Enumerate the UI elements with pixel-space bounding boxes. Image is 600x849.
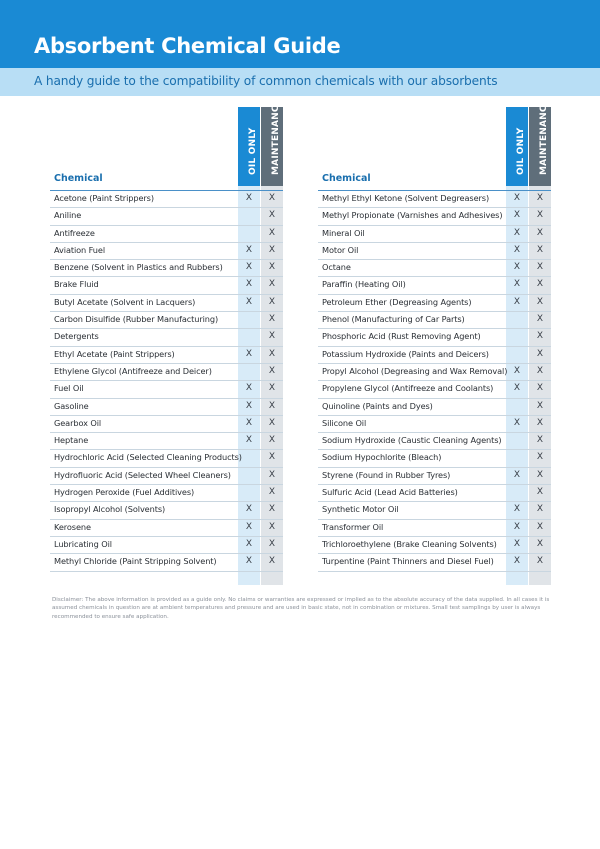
- disclaimer-text: Disclaimer: The above information is provided as a guide only. No claims or warranties are expressed or implied as to the absolute accuracy of the data supplied. In all cases it is assumed chemicals in question are at ambient temperatures and pressure and are used in basic state, not in combination or mixtures. Small test samplings by user is always recommended to ensure safe application.: [52, 597, 550, 620]
- chemical-name: Phenol (Manufacturing of Car Parts): [322, 314, 465, 325]
- table-row: [318, 381, 551, 398]
- chemical-name: Hydrofluoric Acid (Selected Wheel Cleaners): [54, 469, 231, 480]
- chemical-name: Motor Oil: [322, 244, 359, 255]
- table-row: [318, 520, 551, 537]
- oil-only-mark: X: [513, 521, 521, 532]
- table-row: [318, 347, 551, 364]
- table-row: [318, 208, 551, 225]
- table-row: [50, 260, 283, 277]
- table-row: [50, 381, 283, 398]
- oil-only-mark: X: [245, 348, 253, 359]
- oil-only-mark: X: [513, 469, 521, 480]
- chemical-name: Aviation Fuel: [54, 244, 106, 255]
- oil-only-mark: X: [513, 262, 521, 273]
- chemical-name: Methyl Ethyl Ketone (Solvent Degreasers): [322, 193, 490, 203]
- chemical-name: Ethyl Acetate (Paint Strippers): [54, 348, 175, 359]
- table-row: [50, 433, 283, 450]
- maintenance-mark: X: [268, 210, 276, 221]
- chemical-name: Heptane: [54, 435, 89, 446]
- chemical-name: Quinoline (Paints and Dyes): [322, 400, 433, 411]
- oil-only-header-label: OIL ONLY: [248, 127, 258, 175]
- chemical-name: Mineral Oil: [322, 227, 365, 238]
- maintenance-mark: X: [268, 348, 276, 359]
- chemical-name: Sulfuric Acid (Lead Acid Batteries): [322, 487, 458, 498]
- oil-only-header: [238, 107, 260, 186]
- maintenance-mark: X: [536, 279, 544, 290]
- table-row: [318, 277, 551, 294]
- chemical-name: Gasoline: [54, 400, 89, 411]
- table-row: [50, 520, 283, 537]
- maintenance-mark: X: [536, 331, 544, 342]
- table-row: [318, 191, 551, 208]
- maintenance-mark: X: [536, 365, 544, 376]
- chemical-name: Petroleum Ether (Degreasing Agents): [322, 296, 472, 307]
- subtitle-bar: [0, 68, 600, 96]
- table-row: [318, 433, 551, 450]
- maintenance-mark: X: [536, 193, 544, 203]
- chemical-name: Propylene Glycol (Antifreeze and Coolants): [322, 383, 494, 394]
- chemical-name: Silicone Oil: [322, 417, 367, 428]
- maintenance-mark: X: [536, 348, 544, 359]
- table-row: [318, 468, 551, 485]
- table-row: [318, 226, 551, 243]
- maintenance-mark: X: [268, 452, 276, 463]
- table-row: [318, 243, 551, 260]
- maintenance-mark: X: [268, 193, 276, 203]
- table-row: [50, 226, 283, 243]
- chemical-name: Sodium Hydroxide (Caustic Cleaning Agents): [322, 435, 502, 446]
- maintenance-mark: X: [268, 383, 276, 394]
- table-row: [318, 260, 551, 277]
- chemical-name: Propyl Alcohol (Degreasing and Wax Removal): [322, 365, 508, 376]
- oil-only-mark: X: [245, 521, 253, 532]
- oil-only-mark: X: [245, 435, 253, 446]
- table-row: [50, 450, 283, 467]
- table-rows: [50, 190, 283, 572]
- maintenance-mark: X: [536, 314, 544, 325]
- maintenance-mark: X: [268, 314, 276, 325]
- maintenance-mark: X: [268, 400, 276, 411]
- maintenance-mark: X: [268, 262, 276, 273]
- oil-only-mark: X: [245, 279, 253, 290]
- maintenance-mark: X: [536, 521, 544, 532]
- maintenance-mark: X: [536, 556, 544, 567]
- chemical-name: Gearbox Oil: [54, 417, 102, 428]
- oil-only-mark: X: [513, 193, 521, 203]
- table-rows: [318, 190, 551, 572]
- maintenance-mark: X: [268, 504, 276, 515]
- table-row: [50, 554, 283, 571]
- oil-only-mark: X: [245, 296, 253, 307]
- chemical-name: Turpentine (Paint Thinners and Diesel Fuel): [322, 556, 494, 567]
- chemical-name: Styrene (Found in Rubber Tyres): [322, 469, 451, 480]
- chemical-name: Potassium Hydroxide (Paints and Deicers): [322, 348, 489, 359]
- table-row: [318, 502, 551, 519]
- chemical-name: Methyl Chloride (Paint Stripping Solvent): [54, 556, 217, 567]
- table-row: [50, 295, 283, 312]
- table-row: [50, 502, 283, 519]
- table-row: [50, 347, 283, 364]
- table-row: [50, 537, 283, 554]
- chemical-column-header: Chemical: [54, 173, 103, 184]
- chemical-name: Paraffin (Heating Oil): [322, 279, 406, 290]
- oil-only-mark: X: [245, 400, 253, 411]
- table-row: [318, 312, 551, 329]
- table-row: [50, 485, 283, 502]
- chemical-name: Lubricating Oil: [54, 538, 112, 549]
- oil-only-mark: X: [245, 262, 253, 273]
- table-row: [50, 329, 283, 346]
- maintenance-mark: X: [268, 331, 276, 342]
- chemical-name: Aniline: [54, 210, 82, 221]
- maintenance-mark: X: [536, 227, 544, 238]
- maintenance-mark: X: [536, 262, 544, 273]
- oil-only-mark: X: [245, 383, 253, 394]
- table-row: [318, 450, 551, 467]
- chemical-column-header: Chemical: [322, 173, 371, 184]
- oil-only-mark: X: [513, 538, 521, 549]
- chemical-name: Hydrogen Peroxide (Fuel Additives): [54, 487, 195, 498]
- page-title: Absorbent Chemical Guide: [34, 34, 341, 58]
- maintenance-mark: X: [268, 417, 276, 428]
- oil-only-mark: X: [245, 417, 253, 428]
- table-row: [50, 208, 283, 225]
- maintenance-mark: X: [536, 452, 544, 463]
- maintenance-mark: X: [536, 538, 544, 549]
- maintenance-header: [529, 98, 551, 186]
- table-row: [50, 399, 283, 416]
- maintenance-mark: X: [268, 365, 276, 376]
- table-row: [50, 468, 283, 485]
- chemical-name: Kerosene: [54, 521, 91, 532]
- oil-only-mark: X: [513, 556, 521, 567]
- maintenance-mark: X: [536, 487, 544, 498]
- maintenance-mark: X: [536, 210, 544, 221]
- chemical-name: Phosphoric Acid (Rust Removing Agent): [322, 331, 481, 342]
- maintenance-header-label: MAINTENANCE: [271, 98, 281, 175]
- chemical-name: Butyl Acetate (Solvent in Lacquers): [54, 296, 196, 307]
- oil-only-mark: X: [245, 193, 253, 203]
- maintenance-mark: X: [268, 487, 276, 498]
- chemical-name: Methyl Propionate (Varnishes and Adhesives): [322, 210, 503, 221]
- maintenance-header: [261, 98, 283, 186]
- oil-only-mark: X: [245, 244, 253, 255]
- oil-only-mark: X: [513, 504, 521, 515]
- chemical-name: Trichloroethylene (Brake Cleaning Solvents): [322, 538, 497, 549]
- maintenance-mark: X: [268, 279, 276, 290]
- chemical-name: Octane: [322, 262, 351, 273]
- chemical-name: Antifreeze: [54, 227, 95, 238]
- table-row: [50, 191, 283, 208]
- table-row: [318, 485, 551, 502]
- oil-only-mark: X: [513, 279, 521, 290]
- maintenance-mark: X: [268, 538, 276, 549]
- table-row: [318, 554, 551, 571]
- chemical-name: Synthetic Motor Oil: [322, 504, 399, 515]
- oil-only-mark: X: [513, 210, 521, 221]
- chemical-name: Fuel Oil: [54, 383, 84, 394]
- chemical-name: Isopropyl Alcohol (Solvents): [54, 504, 166, 515]
- maintenance-mark: X: [536, 400, 544, 411]
- maintenance-mark: X: [536, 244, 544, 255]
- table-row: [50, 277, 283, 294]
- oil-only-mark: X: [513, 383, 521, 394]
- maintenance-mark: X: [268, 227, 276, 238]
- maintenance-mark: X: [268, 244, 276, 255]
- oil-only-mark: X: [513, 417, 521, 428]
- page-subtitle: A handy guide to the compatibility of common chemicals with our absorbents: [34, 74, 498, 88]
- oil-only-mark: X: [245, 538, 253, 549]
- maintenance-mark: X: [268, 469, 276, 480]
- maintenance-mark: X: [268, 435, 276, 446]
- oil-only-header: [506, 107, 528, 186]
- table-row: [318, 295, 551, 312]
- table-row: [318, 329, 551, 346]
- chemical-name: Detergents: [54, 331, 99, 342]
- oil-only-mark: X: [513, 296, 521, 307]
- maintenance-header-label: MAINTENANCE: [539, 98, 549, 175]
- oil-only-mark: X: [513, 227, 521, 238]
- table-row: [50, 416, 283, 433]
- oil-only-mark: X: [513, 365, 521, 376]
- chemical-name: Benzene (Solvent in Plastics and Rubbers): [54, 262, 223, 273]
- oil-only-mark: X: [245, 556, 253, 567]
- oil-only-mark: X: [245, 504, 253, 515]
- table-row: [50, 364, 283, 381]
- maintenance-mark: X: [536, 435, 544, 446]
- maintenance-mark: X: [536, 383, 544, 394]
- chemical-name: Carbon Disulfide (Rubber Manufacturing): [54, 314, 219, 325]
- table-row: [318, 416, 551, 433]
- oil-only-header-label: OIL ONLY: [516, 127, 526, 175]
- chemical-name: Brake Fluid: [54, 279, 99, 290]
- maintenance-mark: X: [268, 556, 276, 567]
- chemical-name: Transformer Oil: [322, 521, 384, 532]
- maintenance-mark: X: [268, 296, 276, 307]
- chemical-name: Hydrochloric Acid (Selected Cleaning Products): [54, 452, 242, 463]
- table-row: [318, 364, 551, 381]
- chemical-name: Ethylene Glycol (Antifreeze and Deicer): [54, 365, 212, 376]
- table-row: [318, 537, 551, 554]
- maintenance-mark: X: [536, 469, 544, 480]
- maintenance-mark: X: [536, 417, 544, 428]
- header-bar: [0, 0, 600, 68]
- table-row: [50, 312, 283, 329]
- maintenance-mark: X: [536, 296, 544, 307]
- maintenance-mark: X: [268, 521, 276, 532]
- maintenance-mark: X: [536, 504, 544, 515]
- chemical-name: Acetone (Paint Strippers): [54, 193, 154, 203]
- oil-only-mark: X: [513, 244, 521, 255]
- chemical-name: Sodium Hypochlorite (Bleach): [322, 452, 442, 463]
- table-row: [50, 243, 283, 260]
- table-row: [318, 399, 551, 416]
